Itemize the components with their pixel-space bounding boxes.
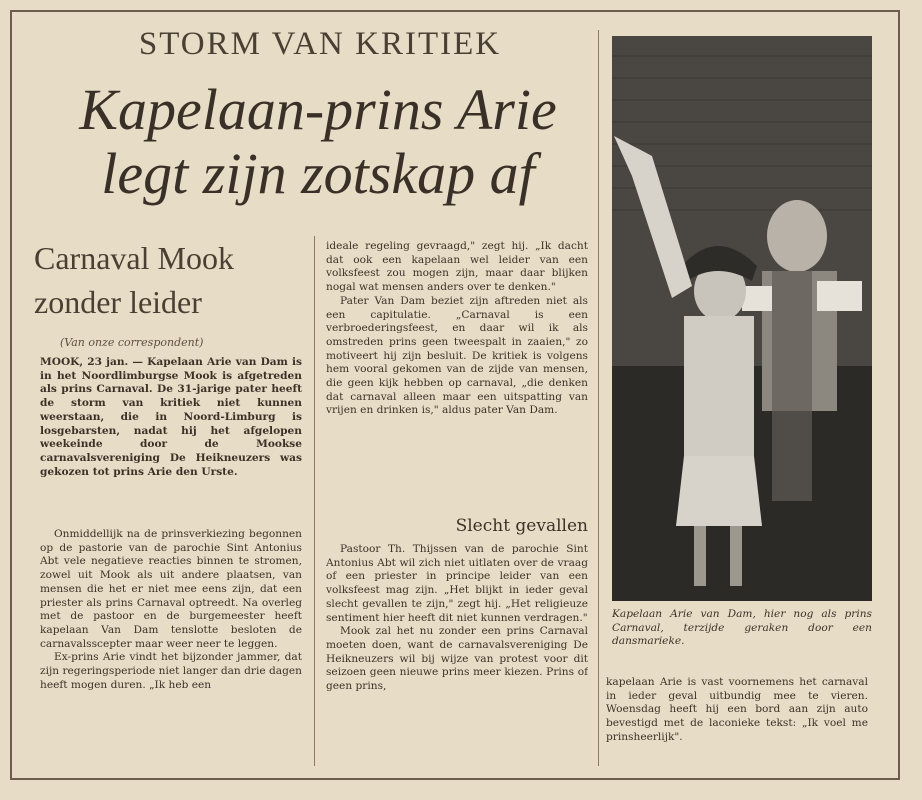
- photo-illustration: [612, 36, 872, 601]
- column-middle-top: [326, 240, 588, 512]
- body-paragraph: kapelaan Arie is vast voornemens het carnaval in ieder geval uitbundig mee te vieren. Woensdag heeft hij een bord aan zijn auto bevestigd met de laconieke tekst: „Ik voel me prinsheerlijk".: [606, 676, 868, 743]
- photo-caption: Kapelaan Arie van Dam, hier nog als prins Carnaval, terzijde geraken door een dansmarieke.: [612, 608, 872, 648]
- column-divider: [598, 30, 599, 766]
- body-paragraph: ideale regeling gevraagd," zegt hij. „Ik dacht dat ook een kapelaan wel leider van een volksfeest zou mogen zijn, maar daar blijken nogal wat mensen anders over te denken.": [326, 240, 588, 294]
- column-right: [606, 676, 868, 760]
- column-left-lead: [40, 356, 302, 516]
- lead-paragraph: MOOK, 23 jan. — Kapelaan Arie van Dam is in het Noordlimburgse Mook is afgetreden als prins Carnaval. De 31-jarige pater heeft de storm van kritiek niet kunnen weerstaan, die in Noord-Limburg is losgebarsten, nadat hij het afgelopen weekeinde door de Mookse carnavalsvereniging De Heikneuzers was gekozen tot prins Arie den Urste.: [40, 356, 302, 478]
- article-photo: [612, 36, 872, 601]
- body-paragraph: Onmiddellijk na de prinsverkiezing begonnen op de pastorie van de parochie Sint Antonius Abt vele negatieve reacties binnen te stromen, zowel uit Mook als uit andere plaatsen, van mensen die het er niet mee eens zijn, dat een priester als prins Carnaval optreedt. Na overleg met de pastoor en de burgemeester heeft kapelaan Van Dam tenslotte besloten de carnavalsscepter maar weer neer te leggen.: [40, 528, 302, 650]
- headline-line-2: legt zijn zotskap af: [101, 141, 535, 206]
- article-headline: [38, 78, 598, 206]
- body-paragraph: Ex-prins Arie vindt het bijzonder jammer, dat zijn regeringsperiode niet langer dan drie dagen heeft mogen duren. „Ik heb een: [40, 651, 302, 691]
- article-subhead: [34, 236, 309, 324]
- body-paragraph: Pastoor Th. Thijssen van de parochie Sint Antonius Abt wil zich niet uitlaten over de vraag of een priester in principe leider van een volksfeest mag zijn. „Het blijkt in ieder geval slecht gevallen te zijn," zegt hij. „Het religieuze sentiment hier heeft dit niet kunnen verdragen.": [326, 543, 588, 624]
- column-left-body: [40, 528, 302, 758]
- column-middle-bottom: [326, 543, 588, 758]
- byline: (Van onze correspondent): [60, 336, 204, 349]
- column-divider: [314, 236, 315, 766]
- body-paragraph: Mook zal het nu zonder een prins Carnaval moeten doen, want de carnavalsvereniging De Heikneuzers wil bij wijze van protest voor dit seizoen geen nieuwe prins meer kiezen. Prins of geen prins,: [326, 625, 588, 693]
- subhead-line-2: zonder leider: [34, 284, 202, 320]
- subhead-line-1: Carnaval Mook: [34, 240, 234, 276]
- body-paragraph: Pater Van Dam beziet zijn aftreden niet als een capitulatie. „Carnaval is een verbroederingsfeest, en daar wil ik als omstreden prins geen tweespalt in zaaien," zo motiveert hij zijn besluit. De kritiek is volgens hem vooral gekomen van de zijde van mensen, die geen kijk hebben op carnaval, „die denken dat carnaval alleen maar een uitspatting van vrijen en drinken is," aldus pater Van Dam.: [326, 294, 588, 417]
- headline-line-1: Kapelaan-prins Arie: [79, 77, 557, 142]
- article-kicker: STORM VAN KRITIEK: [138, 26, 502, 62]
- section-subhead: Slecht gevallen: [455, 516, 588, 536]
